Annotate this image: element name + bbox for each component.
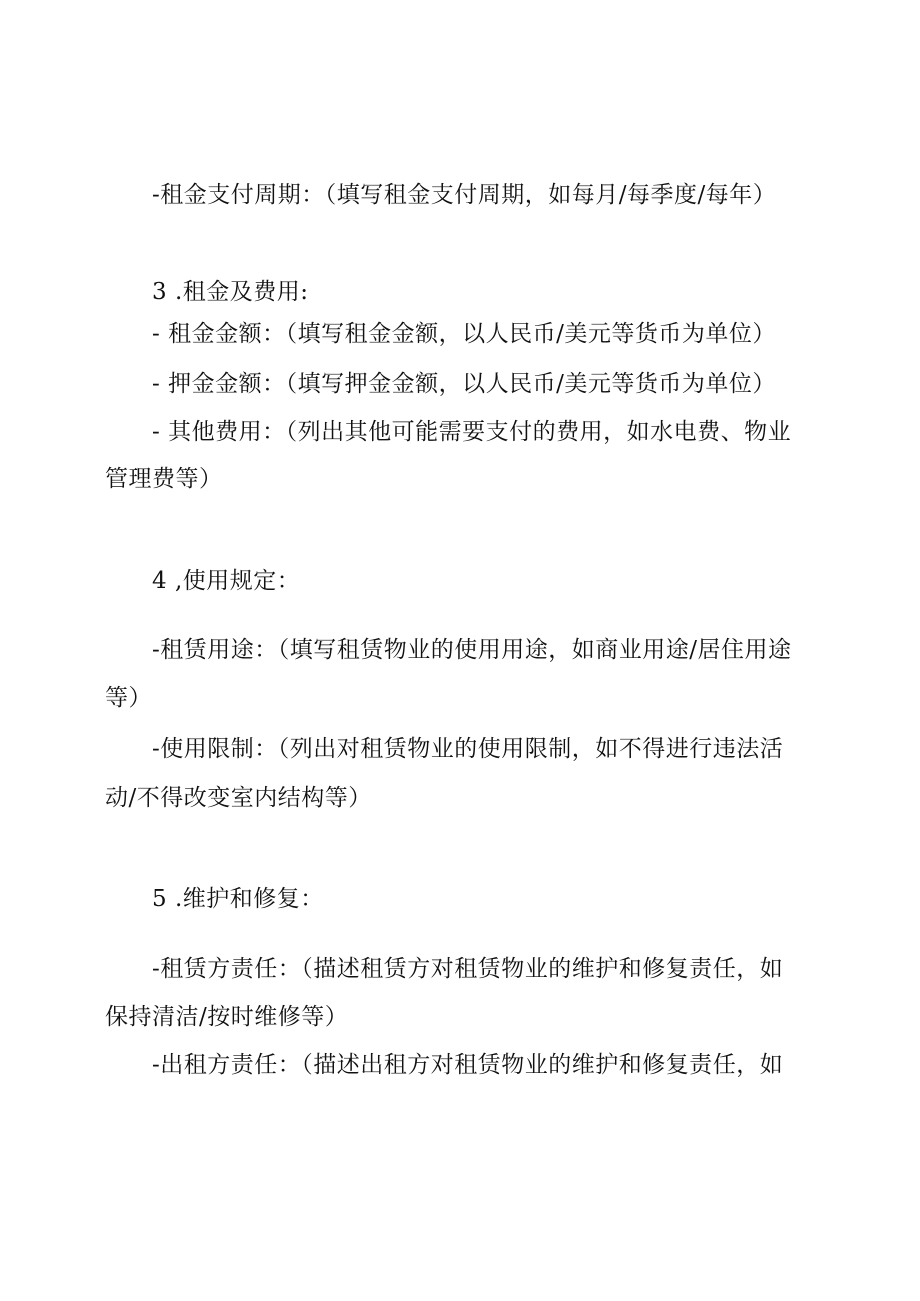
lease-purpose-line: -租赁用途：（填写租赁物业的使用用途，如商业用途/居住用途	[152, 637, 792, 663]
lease-purpose-line-continued: 等）	[105, 685, 152, 711]
lessee-responsibility-line: -租赁方责任：（描述租赁方对租赁物业的维护和修复责任，如	[152, 956, 784, 982]
use-restriction-line: -使用限制：（列出对租赁物业的使用限制，如不得进行违法活	[152, 736, 784, 762]
rent-payment-cycle-line: -租金支付周期：（填写租金支付周期，如每月/每季度/每年）	[152, 182, 777, 208]
deposit-amount-line: - 押金金额：（填写押金金额，以人民币/美元等货币为单位）	[152, 371, 776, 397]
lessee-responsibility-line-continued: 保持清洁/按时维修等）	[105, 1004, 349, 1030]
rent-amount-line: - 租金金额：（填写租金金额，以人民币/美元等货币为单位）	[152, 321, 776, 347]
use-restriction-line-continued: 动/不得改变室内结构等）	[105, 785, 372, 811]
section-4-heading: 4 ,使用规定：	[152, 568, 301, 594]
other-fees-line: - 其他费用：（列出其他可能需要支付的费用，如水电费、物业	[152, 419, 792, 445]
other-fees-line-continued: 管理费等）	[105, 466, 223, 492]
section-3-heading: 3 .租金及费用:	[152, 279, 309, 305]
section-5-heading: 5 .维护和修复：	[152, 886, 324, 912]
lessor-responsibility-line: -出租方责任：（描述出租方对租赁物业的维护和修复责任，如	[152, 1052, 784, 1078]
